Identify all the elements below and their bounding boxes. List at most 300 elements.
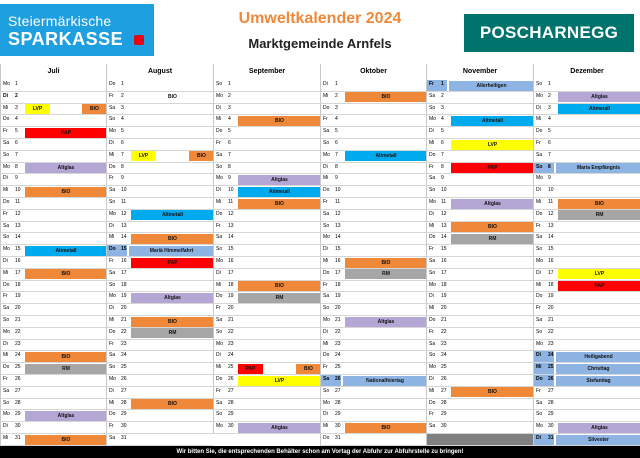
- day-cell: [213, 233, 320, 245]
- day-number: 16: [228, 258, 234, 264]
- day-cell: [320, 281, 426, 293]
- day-cell: [106, 104, 213, 116]
- weekday: Do: [216, 293, 223, 300]
- day-number: 30: [121, 423, 127, 430]
- day-number: 1: [335, 81, 338, 87]
- day-number: 9: [441, 175, 444, 182]
- day-number: 31: [335, 435, 341, 441]
- weekday: Sa: [3, 305, 10, 312]
- weekday: Mo: [3, 163, 10, 170]
- day-cell: [0, 92, 106, 104]
- day-cell: [106, 115, 213, 127]
- day-cell: [426, 127, 533, 139]
- weekday: Mi: [109, 151, 115, 158]
- header: [0, 0, 640, 64]
- weekday: Fr: [109, 92, 114, 99]
- day-cell: [426, 434, 533, 446]
- weekday: Do: [109, 163, 116, 170]
- day-number: 16: [548, 258, 554, 264]
- day-number: 30: [441, 423, 447, 430]
- weekday: So: [109, 364, 116, 371]
- day-cell: [213, 328, 320, 340]
- day-number: 17: [121, 269, 127, 276]
- day-cell: [426, 410, 533, 422]
- weekday: Mo: [536, 423, 543, 430]
- event-heiligabend: Heiligabend: [556, 352, 640, 362]
- weekday: Sa: [216, 399, 223, 406]
- day-cell: [106, 245, 213, 257]
- day-cell: [0, 151, 106, 163]
- day-number: 27: [441, 387, 447, 394]
- day-cell: [0, 281, 106, 293]
- day-number: 27: [228, 387, 234, 394]
- day-cell: [320, 163, 426, 175]
- day-number: 19: [548, 293, 554, 300]
- day-number: 23: [548, 340, 554, 347]
- day-cell: [533, 399, 640, 411]
- weekday: Mi: [3, 104, 9, 111]
- day-number: 1: [121, 81, 124, 87]
- weekday: Mo: [3, 328, 10, 335]
- event-rm: RM: [345, 269, 427, 279]
- day-number: 13: [121, 222, 127, 229]
- weekday: So: [429, 187, 436, 194]
- event-bio: BIO: [25, 435, 107, 445]
- day-cell: [426, 115, 533, 127]
- day-number: 21: [228, 317, 234, 323]
- weekday: Mo: [216, 175, 223, 182]
- weekday: Mo: [536, 340, 543, 347]
- day-number: 26: [441, 376, 447, 382]
- weekday: Sa: [429, 340, 436, 347]
- day-number: 24: [548, 352, 554, 359]
- day-number: 4: [335, 116, 338, 123]
- day-number: 8: [228, 163, 231, 170]
- day-cell: [0, 375, 106, 387]
- weekday: Mi: [109, 317, 115, 323]
- event-christtag: Christtag: [556, 364, 640, 374]
- event-altglas: Altglas: [558, 92, 640, 102]
- day-number: 20: [121, 305, 127, 312]
- weekday: Mi: [3, 352, 9, 359]
- day-cell: [0, 257, 106, 269]
- day-number: 17: [441, 269, 447, 276]
- day-cell: [0, 174, 106, 186]
- day-cell: [426, 222, 533, 234]
- day-number: 7: [121, 151, 124, 158]
- weekday: So: [323, 140, 330, 146]
- day-cell: [106, 210, 213, 222]
- weekday: Mi: [109, 399, 115, 406]
- day-cell: [106, 198, 213, 210]
- poscharnegg-logo: POSCHARNEGG: [464, 14, 634, 52]
- weekday: So: [536, 328, 543, 335]
- day-cell: [213, 127, 320, 139]
- sparkasse-logo-line1: Steiermärkische: [8, 13, 112, 29]
- day-cell: [213, 340, 320, 352]
- day-cell: [106, 281, 213, 293]
- weekday: Sa: [536, 151, 543, 158]
- day-cell: [213, 363, 320, 375]
- day-number: 27: [548, 387, 554, 394]
- weekday: Do: [323, 269, 330, 276]
- day-number: 15: [548, 246, 554, 253]
- weekday: Di: [109, 387, 114, 394]
- day-cell: [320, 257, 426, 269]
- weekday: Sa: [216, 317, 223, 323]
- day-cell: [0, 410, 106, 422]
- month-header-row: [0, 64, 640, 80]
- day-cell: [320, 139, 426, 151]
- weekday: Do: [323, 187, 330, 194]
- day-cell: [213, 245, 320, 257]
- day-cell: [533, 222, 640, 234]
- weekday: Mo: [323, 151, 330, 158]
- weekday: Mo: [109, 293, 116, 300]
- day-cell: [0, 245, 106, 257]
- day-number: 29: [548, 411, 554, 418]
- day-cell: [533, 104, 640, 116]
- day-number: 12: [228, 210, 234, 217]
- weekday: Di: [3, 423, 8, 430]
- day-cell: [106, 410, 213, 422]
- day-number: 7: [441, 151, 444, 158]
- day-number: 18: [15, 281, 21, 288]
- day-number: 11: [441, 199, 447, 205]
- day-cell: [533, 163, 640, 175]
- day-cell: [106, 80, 213, 92]
- day-cell: [426, 340, 533, 352]
- weekday: Mo: [323, 234, 330, 241]
- weekday: Mi: [216, 116, 222, 123]
- weekday: Di: [109, 140, 114, 146]
- day-cell: [0, 163, 106, 175]
- day-cell: [213, 422, 320, 434]
- weekday: So: [429, 352, 436, 359]
- day-number: 21: [15, 317, 21, 323]
- weekday: Fr: [3, 210, 8, 217]
- day-cell: [320, 80, 426, 92]
- weekday: Di: [3, 175, 8, 182]
- day-number: 30: [335, 423, 341, 430]
- day-number: 31: [15, 435, 21, 441]
- day-number: 2: [441, 92, 444, 99]
- day-number: 5: [121, 128, 124, 135]
- day-cell: [0, 233, 106, 245]
- weekday: Mo: [216, 423, 223, 430]
- event-lvp: LVP: [558, 269, 640, 279]
- event-rm: RM: [238, 293, 321, 303]
- weekday: Fr: [323, 199, 328, 205]
- day-cell: [213, 399, 320, 411]
- day-cell: [533, 340, 640, 352]
- day-number: 27: [15, 387, 21, 394]
- month-header: September: [213, 64, 320, 80]
- day-number: 16: [121, 258, 127, 264]
- event-rm: RM: [131, 328, 214, 338]
- weekday: Di: [216, 352, 221, 359]
- weekday: Fr: [109, 423, 114, 430]
- day-cell: [320, 316, 426, 328]
- day-number: 23: [335, 340, 341, 347]
- day-number: 19: [441, 293, 447, 300]
- event-bio: BIO: [131, 317, 214, 327]
- day-number: 24: [335, 352, 341, 359]
- day-cell: [213, 80, 320, 92]
- day-cell: [213, 292, 320, 304]
- day-number: 16: [15, 258, 21, 264]
- weekday: Fr: [323, 116, 328, 123]
- event-bio: BIO: [558, 199, 640, 209]
- day-cell: [533, 363, 640, 375]
- day-cell: [533, 387, 640, 399]
- day-cell: [213, 198, 320, 210]
- weekday: Mi: [429, 305, 435, 312]
- month-header: August: [106, 64, 213, 80]
- event-bio: BIO: [82, 104, 107, 114]
- day-number: 9: [228, 175, 231, 182]
- day-number: 1: [441, 81, 444, 87]
- event-altmetall: Altmetall: [451, 116, 534, 126]
- day-cell: [0, 198, 106, 210]
- day-cell: [0, 80, 106, 92]
- day-number: 12: [548, 210, 554, 217]
- weekday: So: [429, 269, 436, 276]
- day-cell: [426, 80, 533, 92]
- weekday: Di: [216, 104, 221, 111]
- day-cell: [0, 387, 106, 399]
- day-number: 19: [335, 293, 341, 300]
- day-number: 14: [15, 234, 21, 241]
- weekday: Fr: [216, 140, 221, 146]
- day-number: 25: [15, 364, 21, 371]
- weekday: Mi: [323, 340, 329, 347]
- day-number: 11: [548, 199, 554, 205]
- day-cell: [533, 127, 640, 139]
- day-number: 10: [441, 187, 447, 194]
- day-cell: [106, 186, 213, 198]
- weekday: Di: [3, 258, 8, 264]
- day-cell: [426, 281, 533, 293]
- weekday: Sa: [3, 222, 10, 229]
- day-number: 12: [441, 210, 447, 217]
- weekday: Do: [429, 234, 436, 241]
- weekday: So: [323, 387, 330, 394]
- weekday: Sa: [536, 399, 543, 406]
- day-number: 9: [121, 175, 124, 182]
- event-bio: BIO: [168, 94, 177, 101]
- event-altglas: Altglas: [238, 423, 321, 433]
- weekday: Mo: [3, 411, 10, 418]
- day-number: 12: [335, 210, 341, 217]
- weekday: Sa: [323, 210, 330, 217]
- day-number: 30: [15, 423, 21, 430]
- event-altmetall: Altmetall: [558, 104, 640, 114]
- day-cell: [320, 245, 426, 257]
- day-number: 24: [15, 352, 21, 359]
- weekday: So: [536, 246, 543, 253]
- day-number: 8: [121, 163, 124, 170]
- weekday: Do: [429, 151, 436, 158]
- day-number: 13: [228, 222, 234, 229]
- weekday: Mo: [536, 175, 543, 182]
- event-pap: PAP: [131, 258, 214, 268]
- weekday: Do: [536, 128, 543, 135]
- day-number: 17: [548, 269, 554, 276]
- day-number: 22: [15, 328, 21, 335]
- day-cell: [533, 410, 640, 422]
- weekday: Fr: [3, 128, 8, 135]
- event-bio: BIO: [451, 387, 534, 397]
- day-number: 14: [228, 234, 234, 241]
- weekday: Mo: [323, 399, 330, 406]
- day-number: 29: [121, 411, 127, 418]
- weekday: Mi: [323, 175, 329, 182]
- weekday: Di: [536, 435, 541, 441]
- day-number: 18: [121, 281, 127, 288]
- weekday: So: [109, 281, 116, 288]
- day-number: 1: [15, 81, 18, 87]
- day-number: 5: [15, 128, 18, 135]
- day-number: 20: [15, 305, 21, 312]
- day-cell: [106, 127, 213, 139]
- weekday: Do: [3, 364, 10, 371]
- day-cell: [106, 387, 213, 399]
- day-cell: [320, 210, 426, 222]
- month-header: Juli: [0, 64, 106, 80]
- event-altmetall: Altmetall: [238, 187, 321, 197]
- weekday: Sa: [216, 151, 223, 158]
- day-number: 5: [335, 128, 338, 135]
- weekday: So: [3, 399, 10, 406]
- weekday: Mi: [3, 269, 9, 276]
- weekday: Mi: [429, 387, 435, 394]
- day-number: 10: [121, 187, 127, 194]
- day-number: 10: [548, 187, 554, 194]
- weekday: Sa: [109, 435, 116, 441]
- weekday: Mi: [536, 364, 542, 371]
- day-number: 2: [548, 92, 551, 99]
- weekday: Mo: [109, 128, 116, 135]
- day-number: 18: [548, 281, 554, 288]
- day-number: 29: [228, 411, 234, 418]
- weekday: Do: [536, 210, 543, 217]
- weekday: Mo: [429, 364, 436, 371]
- weekday: Mi: [429, 140, 435, 146]
- day-cell: [320, 151, 426, 163]
- day-cell: [213, 163, 320, 175]
- event-altglas: Altglas: [345, 317, 427, 327]
- day-number: 14: [548, 234, 554, 241]
- day-number: 11: [228, 199, 234, 205]
- day-cell: [213, 304, 320, 316]
- day-cell: [426, 174, 533, 186]
- event-lvp: LVP: [131, 151, 156, 161]
- day-number: 26: [335, 376, 341, 382]
- day-number: 20: [548, 305, 554, 312]
- day-number: 17: [228, 269, 234, 276]
- day-number: 30: [228, 423, 234, 430]
- day-cell: [320, 410, 426, 422]
- day-number: 22: [335, 328, 341, 335]
- day-number: 9: [335, 175, 338, 182]
- weekday: Fr: [429, 81, 434, 87]
- day-number: 21: [335, 317, 341, 323]
- weekday: So: [216, 81, 223, 87]
- weekday: Do: [429, 317, 436, 323]
- day-number: 13: [548, 222, 554, 229]
- day-number: 25: [548, 364, 554, 371]
- weekday: Do: [536, 376, 543, 382]
- day-number: 12: [15, 210, 21, 217]
- day-cell: [426, 304, 533, 316]
- weekday: Di: [536, 104, 541, 111]
- weekday: Mi: [536, 199, 542, 205]
- day-cell: [106, 269, 213, 281]
- weekday: Do: [109, 328, 116, 335]
- weekday: Do: [536, 293, 543, 300]
- day-cell: [426, 387, 533, 399]
- weekday: Mi: [216, 199, 222, 205]
- day-number: 1: [548, 81, 551, 87]
- day-number: 19: [121, 293, 127, 300]
- month-header: Oktober: [320, 64, 426, 80]
- event-altmetall: Altmetall: [25, 246, 107, 256]
- weekday: So: [109, 116, 116, 123]
- event-pap: PAP: [451, 163, 534, 173]
- day-number: 7: [15, 151, 18, 158]
- event-silvester: Silvester: [556, 435, 640, 445]
- weekday: Fr: [109, 175, 114, 182]
- weekday: Di: [216, 187, 221, 194]
- event-bio: BIO: [131, 234, 214, 244]
- event-bio: BIO: [25, 187, 107, 197]
- day-cell: [320, 233, 426, 245]
- weekday: Di: [429, 293, 434, 300]
- day-number: 22: [441, 328, 447, 335]
- day-number: 23: [228, 340, 234, 347]
- day-cell: [426, 292, 533, 304]
- weekday: Mi: [109, 234, 115, 241]
- day-cell: [426, 163, 533, 175]
- day-number: 2: [15, 92, 18, 99]
- event-bio: BIO: [345, 92, 427, 102]
- event-altmetall: Altmetall: [131, 210, 214, 220]
- weekday: Fr: [3, 376, 8, 382]
- day-cell: [320, 115, 426, 127]
- day-cell: [320, 104, 426, 116]
- day-cell: [106, 422, 213, 434]
- day-cell: [0, 139, 106, 151]
- event-bio: BIO: [238, 281, 321, 291]
- event-altmetall: Altmetall: [345, 151, 427, 161]
- day-number: 10: [228, 187, 234, 194]
- day-cell: [426, 316, 533, 328]
- day-cell: [426, 245, 533, 257]
- day-number: 8: [548, 163, 551, 170]
- day-number: 5: [548, 128, 551, 135]
- weekday: Mi: [536, 116, 542, 123]
- day-cell: [533, 257, 640, 269]
- weekday: Sa: [323, 293, 330, 300]
- day-number: 19: [228, 293, 234, 300]
- weekday: Fr: [109, 258, 114, 264]
- weekday: Do: [216, 210, 223, 217]
- weekday: So: [3, 317, 10, 323]
- day-cell: [426, 151, 533, 163]
- day-number: 17: [15, 269, 21, 276]
- day-number: 8: [335, 163, 338, 170]
